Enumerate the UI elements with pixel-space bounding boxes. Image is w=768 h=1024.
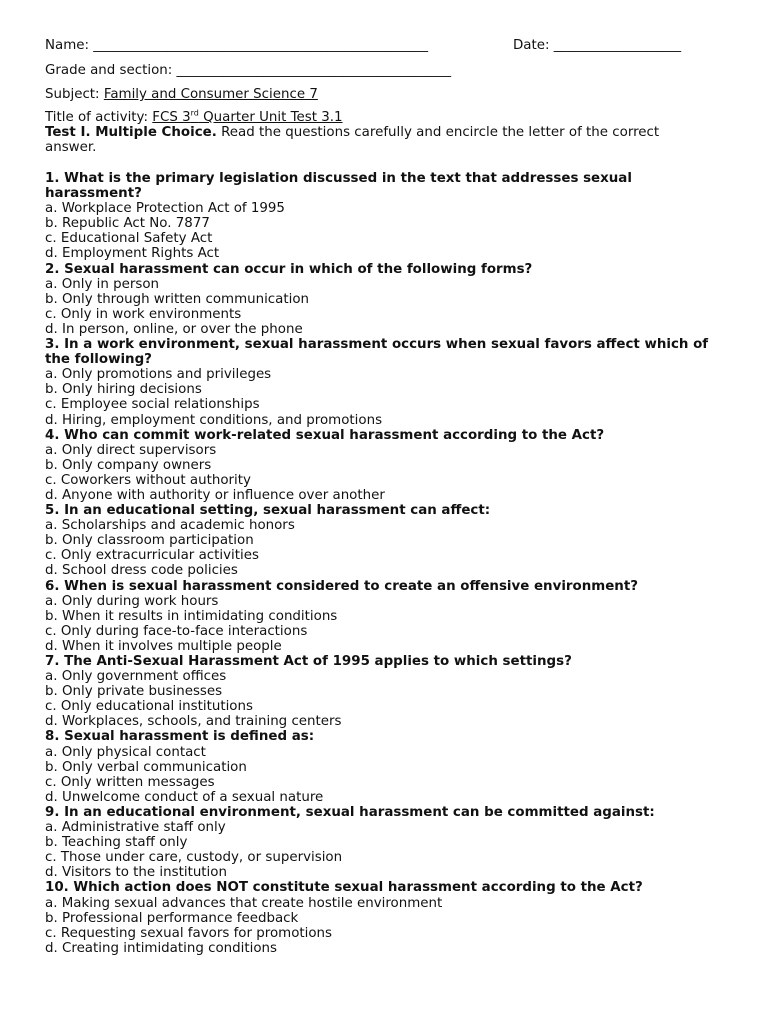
answer-option[interactable]: b. Republic Act No. 7877 <box>45 216 210 232</box>
answer-option[interactable]: d. In person, online, or over the phone <box>45 321 303 337</box>
question-text: 7. The Anti-Sexual Harassment Act of 1995 applies to which settings? <box>45 654 572 669</box>
question-text: 5. In an educational setting, sexual harassment can affect: <box>45 503 491 519</box>
question-text: 6. When is sexual harassment considered to create an offensive environment? <box>45 578 638 594</box>
answer-option[interactable]: c. Those under care, custody, or supervision <box>45 850 343 866</box>
question-text: 3. In a work environment, sexual harassment occurs when sexual favors affect which of the following? <box>45 337 709 368</box>
instructions-text-2: answer. <box>45 140 97 155</box>
title-label: Title of activity: <box>45 110 149 125</box>
answer-option[interactable]: c. Only educational institutions <box>45 699 253 715</box>
answer-option[interactable]: c. Requesting sexual favors for promotions <box>45 925 333 941</box>
answer-option[interactable]: a. Making sexual advances that create hostile environment <box>45 895 443 911</box>
grade-blank: _________________________________________ <box>176 63 452 78</box>
answer-option[interactable]: c. Employee social relationships <box>45 397 260 413</box>
answer-option[interactable]: b. Professional performance feedback <box>45 910 299 926</box>
answer-option[interactable]: a. Administrative staff only <box>45 820 226 836</box>
answer-option[interactable]: d. School dress code policies <box>45 563 238 579</box>
answer-option[interactable]: a. Workplace Protection Act of 1995 <box>45 201 285 217</box>
subject-row <box>45 87 318 102</box>
answer-option[interactable]: c. Only extracurricular activities <box>45 548 259 564</box>
grade-row <box>45 63 451 78</box>
answer-option[interactable]: a. Only direct supervisors <box>45 442 217 458</box>
subject-value: Family and Consumer Science 7 <box>103 87 318 102</box>
title-value <box>152 110 342 125</box>
answer-option[interactable]: a. Only government offices <box>45 669 227 685</box>
answer-option[interactable]: b. When it results in intimidating conditions <box>45 608 338 624</box>
name-row <box>45 38 428 53</box>
question-text: 1. What is the primary legislation discussed in the text that addresses sexual harassment? <box>45 171 632 202</box>
grade-label: Grade and section: <box>45 63 173 78</box>
answer-option[interactable]: a. Only during work hours <box>45 593 219 609</box>
answer-option[interactable]: d. Unwelcome conduct of a sexual nature <box>45 789 324 805</box>
name-label: Name: <box>45 38 90 53</box>
title-row <box>45 110 343 125</box>
instructions-heading: Test I. Multiple Choice. <box>45 125 217 140</box>
question-text: 2. Sexual harassment can occur in which of the following forms? <box>45 261 533 277</box>
question-text: 8. Sexual harassment is defined as: <box>45 729 315 745</box>
answer-option[interactable]: b. Only through written communication <box>45 291 310 307</box>
title-value-sup: rd <box>190 108 199 118</box>
date-label: Date: <box>513 38 550 53</box>
answer-option[interactable]: a. Only promotions and privileges <box>45 367 272 383</box>
date-row <box>513 38 681 53</box>
answer-option[interactable]: c. Coworkers without authority <box>45 472 251 488</box>
answer-option[interactable]: d. Visitors to the institution <box>45 865 227 881</box>
answer-option[interactable]: b. Only hiring decisions <box>45 382 202 398</box>
answer-option[interactable]: d. Employment Rights Act <box>45 246 220 262</box>
question-list <box>45 171 725 956</box>
question-text: 9. In an educational environment, sexual harassment can be committed against: <box>45 804 655 820</box>
answer-option[interactable]: c. Only in work environments <box>45 306 242 322</box>
instructions-line-1 <box>45 125 659 140</box>
instructions-line-2 <box>45 140 96 155</box>
answer-option[interactable]: a. Only physical contact <box>45 744 206 760</box>
answer-option[interactable]: d. Workplaces, schools, and training centers <box>45 714 342 730</box>
answer-option[interactable]: d. Hiring, employment conditions, and promotions <box>45 412 383 428</box>
answer-option[interactable]: a. Only in person <box>45 276 160 292</box>
answer-option[interactable]: b. Only company owners <box>45 457 212 473</box>
answer-option[interactable]: d. Creating intimidating conditions <box>45 940 277 956</box>
answer-option[interactable]: a. Scholarships and academic honors <box>45 518 295 534</box>
instructions-text-1: Read the questions carefully and encircle the letter of the correct <box>216 125 660 140</box>
answer-option[interactable]: b. Only classroom participation <box>45 533 254 549</box>
answer-option[interactable]: c. Only during face-to-face interactions <box>45 623 308 639</box>
answer-option[interactable]: b. Only private businesses <box>45 684 223 700</box>
answer-option[interactable]: b. Only verbal communication <box>45 759 247 775</box>
question-text: 4. Who can commit work-related sexual harassment according to the Act? <box>45 427 605 443</box>
answer-option[interactable]: d. Anyone with authority or influence over another <box>45 487 385 503</box>
name-blank: __________________________________________________ <box>93 38 429 53</box>
answer-option[interactable]: d. When it involves multiple people <box>45 638 282 654</box>
subject-label: Subject: <box>45 87 100 102</box>
title-value-post: Quarter Unit Test 3.1 <box>198 110 343 125</box>
answer-option[interactable]: c. Educational Safety Act <box>45 231 213 247</box>
question-text: 10. Which action does NOT constitute sexual harassment according to the Act? <box>45 880 643 896</box>
title-value-pre: FCS 3 <box>152 110 191 125</box>
answer-option[interactable]: b. Teaching staff only <box>45 835 188 851</box>
date-blank: ___________________ <box>553 38 682 53</box>
answer-option[interactable]: c. Only written messages <box>45 774 215 790</box>
